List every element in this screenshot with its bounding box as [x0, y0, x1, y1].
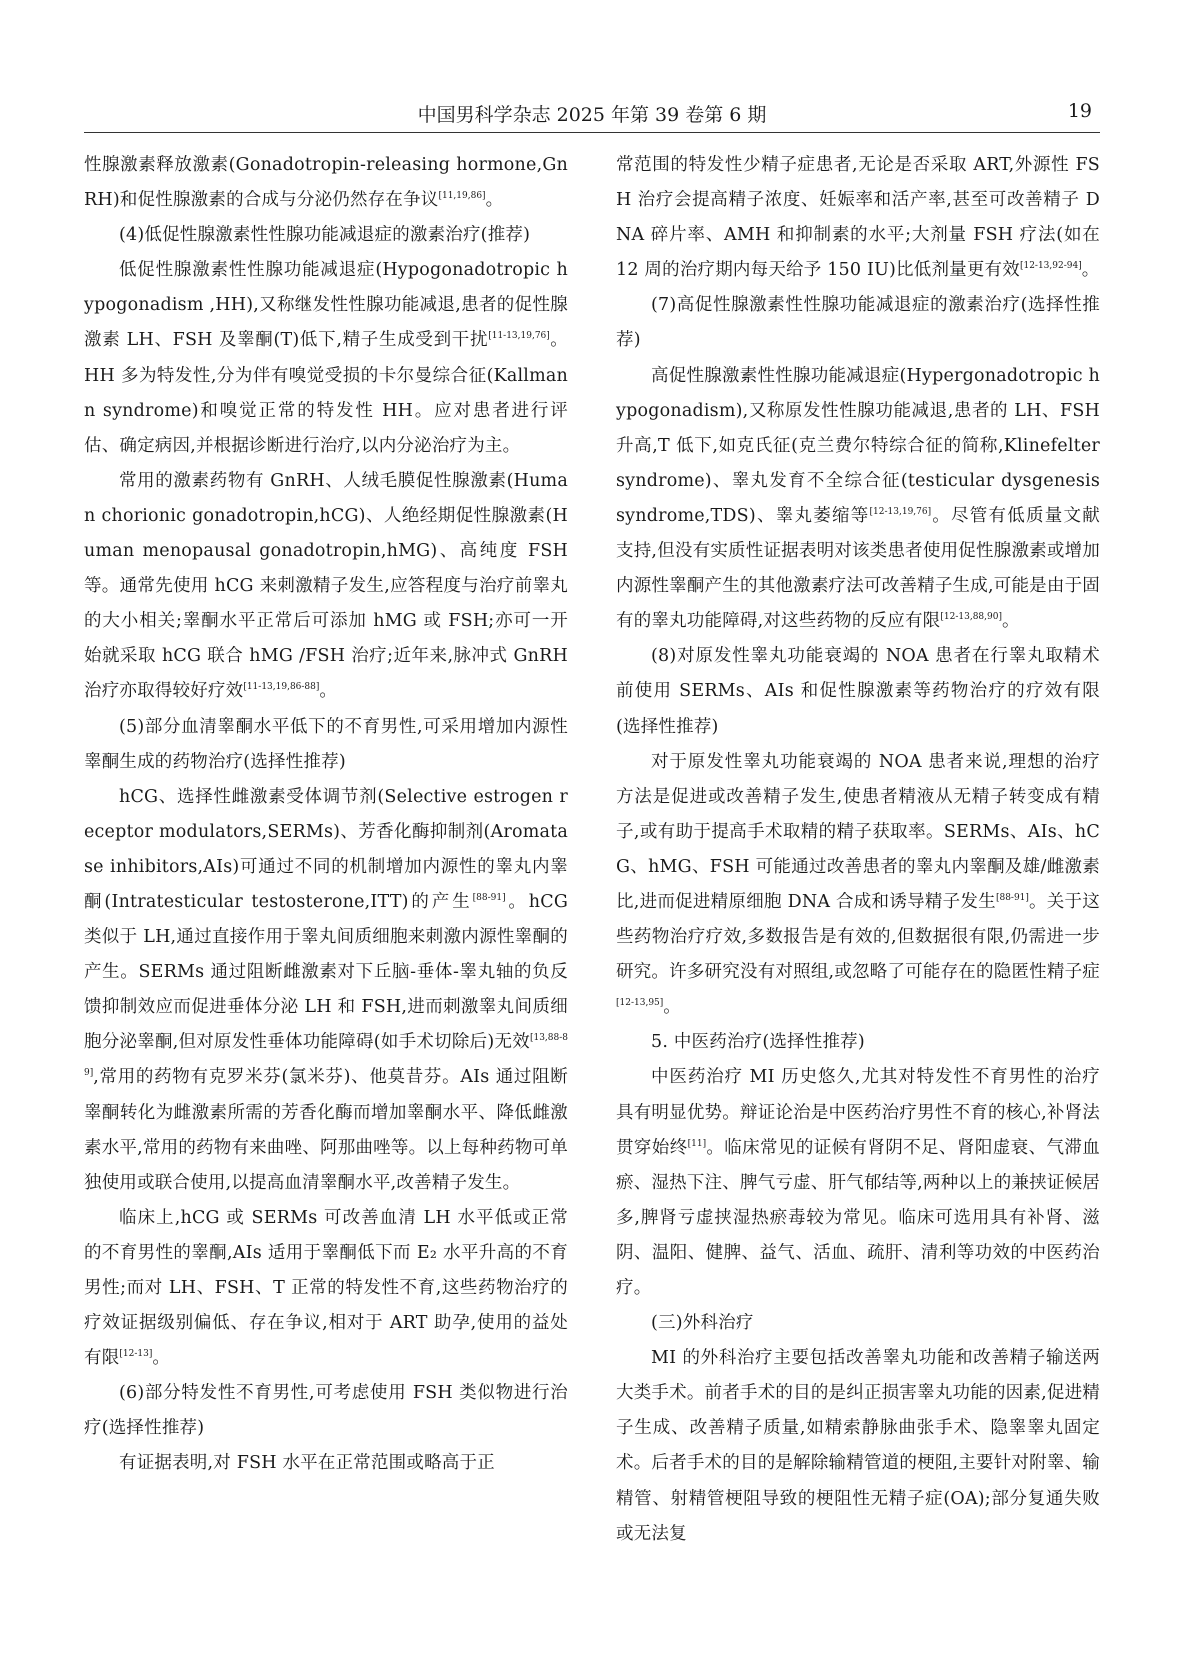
paragraph-text: ,常用的药物有克罗米芬(氯米芬)、他莫昔芬。AIs 通过阻断睾酮转化为雌激素所需的芳香化酶而增加睾酮水平、降低雌激素水平,常用的药物有来曲唑、阿那曲唑等。以上每种药物可单独使用或联合使用,以提高血清睾酮水平,改善精子发生。 [84, 1067, 568, 1193]
paragraph [84, 780, 568, 1201]
paragraph [616, 1341, 1100, 1552]
citation: [11] [687, 1138, 707, 1149]
citation: [12-13,95] [616, 998, 664, 1009]
paragraph-text: hCG、选择性雌激素受体调节剂(Selective estrogen receptor modulators,SERMs)、芳香化酶抑制剂(Aromatase inhibitors,AIs)可通过不同的机制增加内源性的睾丸内睾酮(Intratesticular testosterone,ITT)的产生 [84, 786, 568, 912]
paragraph-text: MI 的外科治疗主要包括改善睾丸功能和改善精子输送两大类手术。前者手术的目的是纠正损害睾丸功能的因素,促进精子生成、改善精子质量,如精索静脉曲张手术、隐睾睾丸固定术。后者手术的目的是解除输精管道的梗阻,主要针对附睾、输精管、射精管梗阻导致的梗阻性无精子症(OA);部分复通失败或无法复 [616, 1348, 1100, 1544]
right-column [616, 148, 1100, 1552]
paragraph [84, 148, 568, 218]
paragraph-text: (6)部分特发性不育男性,可考虑使用 FSH 类似物进行治疗(选择性推荐) [84, 1383, 568, 1439]
paragraph-text: (三)外科治疗 [651, 1313, 754, 1334]
paragraph-text: 。 [152, 1348, 171, 1369]
paragraph-text: 对于原发性睾丸功能衰竭的 NOA 患者来说,理想的治疗方法是促进或改善精子发生,使患者精液从无精子转变成有精子,或有助于提高手术取精的精子获取率。SERMs、AIs、hCG、hMG、FSH 可能通过改善患者的睾丸内睾酮及雄/雌激素比,进而促进精原细胞 DNA 合成和诱导精子发生 [616, 751, 1100, 912]
citation: [12-13,88,90] [940, 612, 1002, 623]
paragraph [616, 1306, 1100, 1341]
paragraph-text: 。关于这些药物治疗疗效,多数报告是有效的,但数据很有限,仍需进一步研究。许多研究没有对照组,或忽略了可能存在的隐匿性精子症 [616, 891, 1101, 983]
paragraph-text: (4)低促性腺激素性性腺功能减退症的激素治疗(推荐) [119, 225, 531, 246]
citation: [11,19,86] [438, 191, 486, 202]
paragraph-text: 高促性腺激素性性腺功能减退症(Hypergonadotropic hypogonadism),又称原发性性腺功能减退,患者的 LH、FSH 升高,T 低下,如克氏征(克兰费尔特综合征的简称,Klinefelter syndrome)、睾丸发育不全综合征(testicular dysgenesis syndrome,TDS)、睾丸萎缩等 [616, 365, 1100, 526]
citation: [11-13,19,76] [488, 331, 550, 342]
paragraph [84, 1376, 568, 1446]
paragraph-text: 低促性腺激素性性腺功能减退症(Hypogonadotropic hypogonadism ,HH),又称继发性性腺功能减退,患者的促性腺激素 LH、FSH 及睾酮(T)低下,精子生成受到干扰 [84, 260, 568, 351]
paragraph-text: 常范围的特发性少精子症患者,无论是否采取 ART,外源性 FSH 治疗会提高精子浓度、妊娠率和活产率,甚至可改善精子 DNA 碎片率、AMH 和抑制素的水平;大剂量 FSH 疗法(如在 12 周的治疗期内每天给予 150 IU)比低剂量更有效 [616, 155, 1100, 281]
paragraph-text: (8)对原发性睾丸功能衰竭的 NOA 患者在行睾丸取精术前使用 SERMs、AIs 和促性腺激素等药物治疗的疗效有限(选择性推荐) [616, 646, 1100, 737]
paragraph [616, 288, 1100, 358]
citation: [12-13,19,76] [869, 506, 932, 517]
paragraph-text: 有证据表明,对 FSH 水平在正常范围或略高于正 [119, 1453, 495, 1474]
paragraph [84, 218, 568, 253]
paragraph-text: 。 [663, 997, 681, 1018]
paragraph-text: 。 [1001, 611, 1020, 632]
paragraph-text: 。 [319, 681, 338, 702]
citation: [88-91] [995, 892, 1029, 903]
paragraph [616, 1025, 1100, 1060]
paragraph-text: (7)高促性腺激素性性腺功能减退症的激素治疗(选择性推荐) [616, 295, 1100, 351]
paragraph-text: 中医药治疗 MI 历史悠久,尤其对特发性不育男性的治疗具有明显优势。辩证论治是中医药治疗男性不育的核心,补肾法贯穿始终 [616, 1067, 1100, 1158]
paragraph-text: 。hCG 类似于 LH,通过直接作用于睾丸间质细胞来刺激内源性睾酮的产生。SERMs 通过阻断雌激素对下丘脑-垂体-睾丸轴的负反馈抑制效应而促进垂体分泌 LH 和 FSH,进而刺激睾丸间质细胞分泌睾酮,但对原发性垂体功能障碍(如手术切除后)无效 [84, 891, 568, 1053]
paragraph [84, 464, 568, 710]
paragraph-text: 常用的激素药物有 GnRH、人绒毛膜促性腺激素(Human chorionic gonadotropin,hCG)、人绝经期促性腺激素(Human menopausal gonadotropin,hMG)、高纯度 FSH 等。通常先使用 hCG 来刺激精子发生,应答程度与治疗前睾丸的大小相关;睾酮水平正常后可添加 hMG 或 FSH;亦可一开始就采取 hCG 联合 hMG /FSH 治疗;近年来,脉冲式 GnRH 治疗亦取得较好疗效 [84, 470, 568, 702]
paragraph [84, 1446, 568, 1481]
paragraph [616, 148, 1100, 288]
paragraph-text: (5)部分血清睾酮水平低下的不育男性,可采用增加内源性睾酮生成的药物治疗(选择性推荐) [84, 716, 568, 772]
paragraph [616, 745, 1100, 1026]
journal-title: 中国男科学杂志 2025 年第 39 卷第 6 期 [417, 104, 767, 126]
paragraph [616, 359, 1100, 640]
paragraph [84, 710, 568, 780]
left-column [84, 148, 568, 1482]
paragraph [84, 1201, 568, 1376]
citation: [12-13,92-94] [1019, 261, 1082, 272]
paragraph-text: 。 [485, 190, 504, 211]
paragraph-text: 性腺激素释放激素(Gonadotropin-releasing hormone,GnRH)和促性腺激素的合成与分泌仍然存在争议 [84, 155, 568, 211]
paragraph-text: 。尽管有低质量文献支持,但没有实质性证据表明对该类患者使用促性腺激素或增加内源性睾酮产生的其他激素疗法可改善精子生成,可能是由于固有的睾丸功能障碍,对这些药物的反应有限 [616, 505, 1100, 632]
citation: [88-91] [472, 892, 506, 903]
paragraph-text: 临床上,hCG 或 SERMs 可改善血清 LH 水平低或正常的不育男性的睾酮,AIs 适用于睾酮低下而 E₂ 水平升高的不育男性;而对 LH、FSH、T 正常的特发性不育,这些药物治疗的疗效证据级别偏低、存在争议,相对于 ART 助孕,使用的益处有限 [84, 1207, 568, 1369]
paragraph [616, 1060, 1100, 1306]
page-number: 19 [1067, 100, 1092, 122]
citation: [12-13] [119, 1349, 153, 1360]
paragraph-text: 。临床常见的证候有肾阴不足、肾阳虚衰、气滞血瘀、湿热下注、脾气亏虚、肝气郁结等,两种以上的兼挟证候居多,脾肾亏虚挟湿热瘀毒较为常见。临床可选用具有补肾、滋阴、温阳、健脾、益气、活血、疏肝、清利等功效的中医药治疗。 [616, 1137, 1100, 1298]
paragraph-text: 。HH 多为特发性,分为伴有嗅觉受损的卡尔曼综合征(Kallmann syndrome)和嗅觉正常的特发性 HH。应对患者进行评估、确定病因,并根据诊断进行治疗,以内分泌治疗为主。 [84, 330, 568, 456]
citation: [11-13,19,86-88] [243, 682, 320, 693]
paragraph-text: 5. 中医药治疗(选择性推荐) [651, 1032, 865, 1053]
paragraph-text: 。 [1081, 260, 1100, 281]
citation: [13,88-89] [84, 1033, 568, 1079]
running-header [84, 98, 1100, 133]
paragraph [84, 253, 568, 464]
paragraph [616, 639, 1100, 744]
